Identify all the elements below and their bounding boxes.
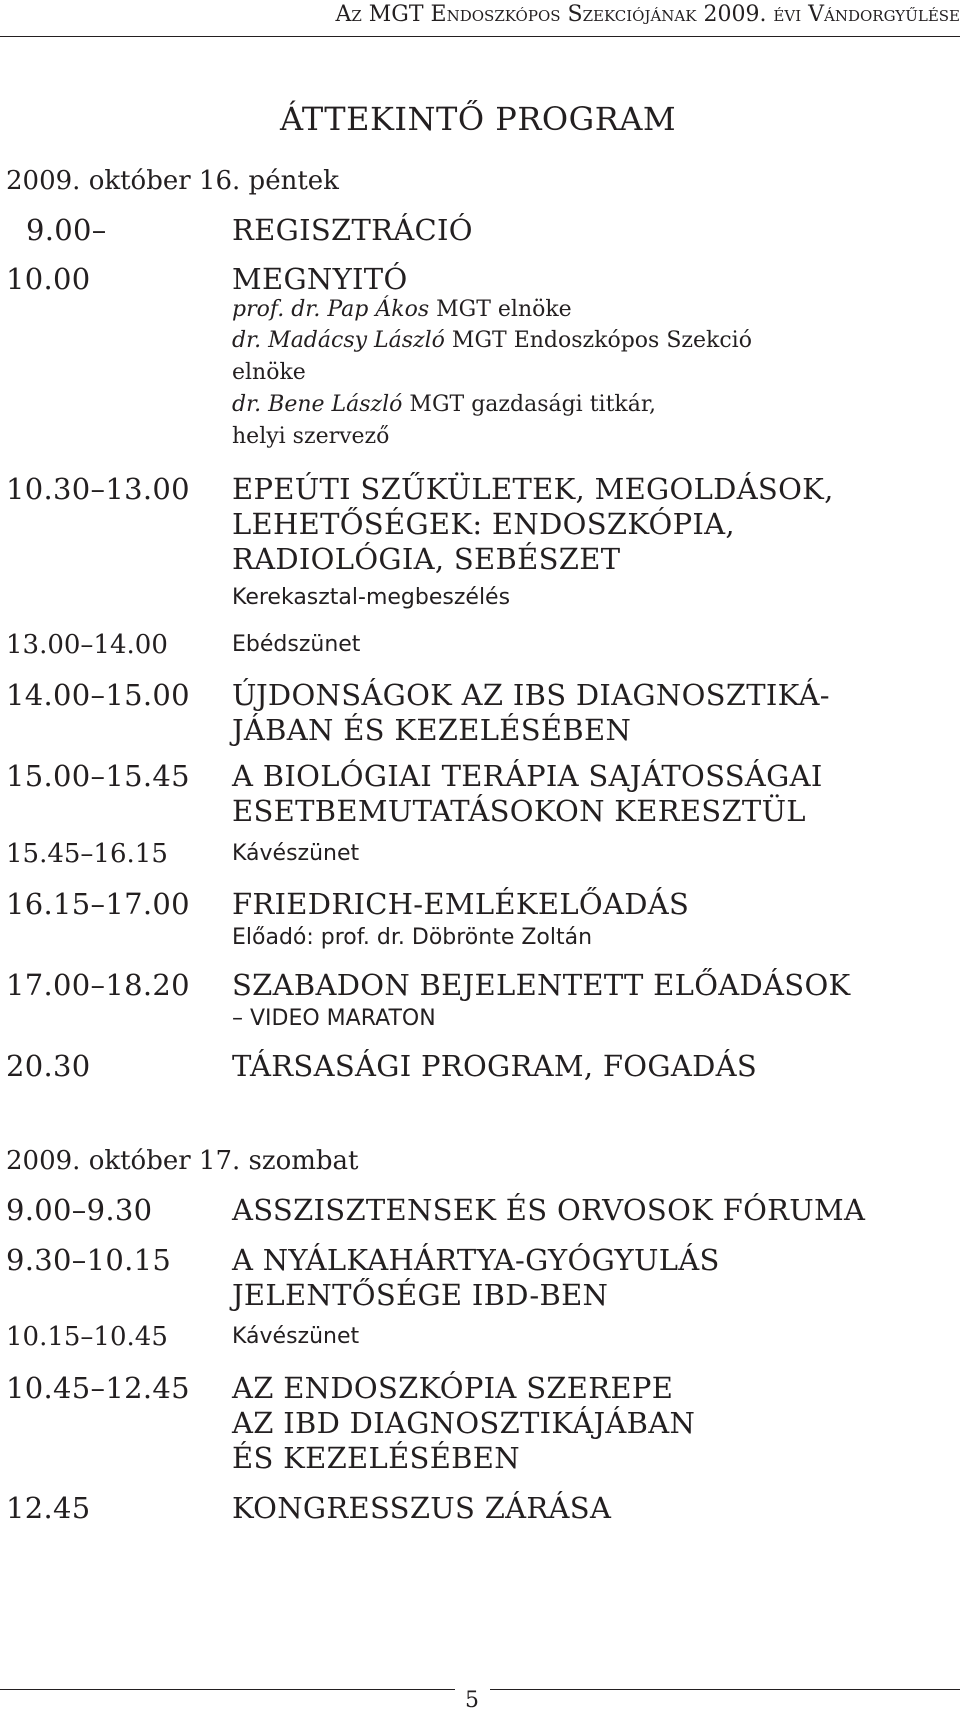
time-endoscopy-role: 10.45–12.45 bbox=[6, 1371, 190, 1405]
event-biliary-line3: RADIOLÓGIA, SEBÉSZET bbox=[232, 542, 621, 576]
time-biliary: 10.30–13.00 bbox=[6, 472, 190, 506]
event-registration: REGISZTRÁCIÓ bbox=[232, 213, 473, 247]
event-ibs-line1: ÚJDONSÁGOK AZ IBS DIAGNOSZTIKÁ- bbox=[232, 678, 830, 712]
speaker-role: MGT gazdasági titkár, bbox=[402, 392, 656, 417]
footer-rule-right bbox=[490, 1689, 960, 1690]
event-endoscopy-line1: AZ ENDOSZKÓPIA SZEREPE bbox=[232, 1371, 674, 1405]
speaker-name: dr. Madácsy László bbox=[232, 328, 445, 353]
event-biological-line2: ESETBEMUTATÁSOKON KERESZTÜL bbox=[232, 794, 806, 828]
speaker-line bbox=[232, 297, 572, 322]
event-ibs-line2: JÁBAN ÉS KEZELÉSÉBEN bbox=[232, 713, 632, 747]
event-free-talks-note: – VIDEO MARATON bbox=[232, 1006, 436, 1031]
time-coffee1: 15.45–16.15 bbox=[6, 839, 168, 869]
footer-rule-left bbox=[0, 1689, 455, 1690]
event-endoscopy-line2: AZ IBD DIAGNOSZTIKÁJÁBAN bbox=[232, 1406, 696, 1440]
event-friedrich-note: Előadó: prof. dr. Döbrönte Zoltán bbox=[232, 925, 593, 950]
running-header: Az MGT Endoszkópos Szekciójának 2009. évi Vándorgyűlése bbox=[335, 2, 960, 27]
speaker-role: MGT elnöke bbox=[429, 297, 572, 322]
day1-date: 2009. október 16. péntek bbox=[6, 166, 339, 196]
time-friedrich: 16.15–17.00 bbox=[6, 887, 190, 921]
time-social: 20.30 bbox=[6, 1049, 91, 1083]
speaker-name: dr. Bene László bbox=[232, 392, 403, 417]
time-coffee2: 10.15–10.45 bbox=[6, 1322, 168, 1352]
event-free-talks: SZABADON BEJELENTETT ELŐADÁSOK bbox=[232, 968, 851, 1002]
speaker-role: elnöke bbox=[232, 360, 306, 385]
time-closing: 12.45 bbox=[6, 1491, 91, 1525]
event-forum: ASSZISZTENSEK ÉS ORVOSOK FÓRUMA bbox=[232, 1193, 866, 1227]
event-opening: MEGNYITÓ bbox=[232, 262, 408, 296]
event-biological-line1: A BIOLÓGIAI TERÁPIA SAJÁTOSSÁGAI bbox=[232, 759, 823, 793]
event-coffee1: Kávészünet bbox=[232, 841, 360, 866]
speaker-line bbox=[232, 360, 306, 385]
event-closing: KONGRESSZUS ZÁRÁSA bbox=[232, 1491, 612, 1525]
day2-date: 2009. október 17. szombat bbox=[6, 1146, 359, 1176]
time-forum: 9.00–9.30 bbox=[6, 1193, 153, 1227]
event-social: TÁRSASÁGI PROGRAM, FOGADÁS bbox=[232, 1049, 758, 1083]
event-endoscopy-line3: ÉS KEZELÉSÉBEN bbox=[232, 1441, 520, 1475]
time-mucosal: 9.30–10.15 bbox=[6, 1243, 172, 1277]
event-biliary-note: Kerekasztal-megbeszélés bbox=[232, 585, 511, 610]
event-coffee2: Kávészünet bbox=[232, 1324, 360, 1349]
page-title: ÁTTEKINTŐ PROGRAM bbox=[280, 100, 677, 138]
speaker-line bbox=[232, 424, 389, 449]
event-mucosal-line1: A NYÁLKAHÁRTYA-GYÓGYULÁS bbox=[232, 1243, 720, 1277]
speaker-name: prof. dr. Pap Ákos bbox=[232, 297, 430, 322]
event-biliary-line2: LEHETŐSÉGEK: ENDOSZKÓPIA, bbox=[232, 507, 735, 541]
speaker-role: helyi szervező bbox=[232, 424, 390, 449]
event-lunch: Ebédszünet bbox=[232, 632, 361, 657]
speaker-role: MGT Endoszkópos Szekció bbox=[444, 328, 752, 353]
speaker-line bbox=[232, 328, 752, 353]
time-biological: 15.00–15.45 bbox=[6, 759, 190, 793]
speaker-line bbox=[232, 392, 656, 417]
header-rule bbox=[0, 36, 960, 37]
event-biliary-line1: EPEÚTI SZŰKÜLETEK, MEGOLDÁSOK, bbox=[232, 472, 834, 506]
time-ibs: 14.00–15.00 bbox=[6, 678, 190, 712]
page-number: 5 bbox=[465, 1688, 479, 1713]
time-lunch: 13.00–14.00 bbox=[6, 630, 168, 660]
event-friedrich: FRIEDRICH-EMLÉKELŐADÁS bbox=[232, 887, 690, 921]
event-mucosal-line2: JELENTŐSÉGE IBD-BEN bbox=[232, 1278, 609, 1312]
time-opening: 10.00 bbox=[6, 262, 91, 296]
time-free-talks: 17.00–18.20 bbox=[6, 968, 190, 1002]
time-registration: 9.00– bbox=[26, 213, 107, 247]
